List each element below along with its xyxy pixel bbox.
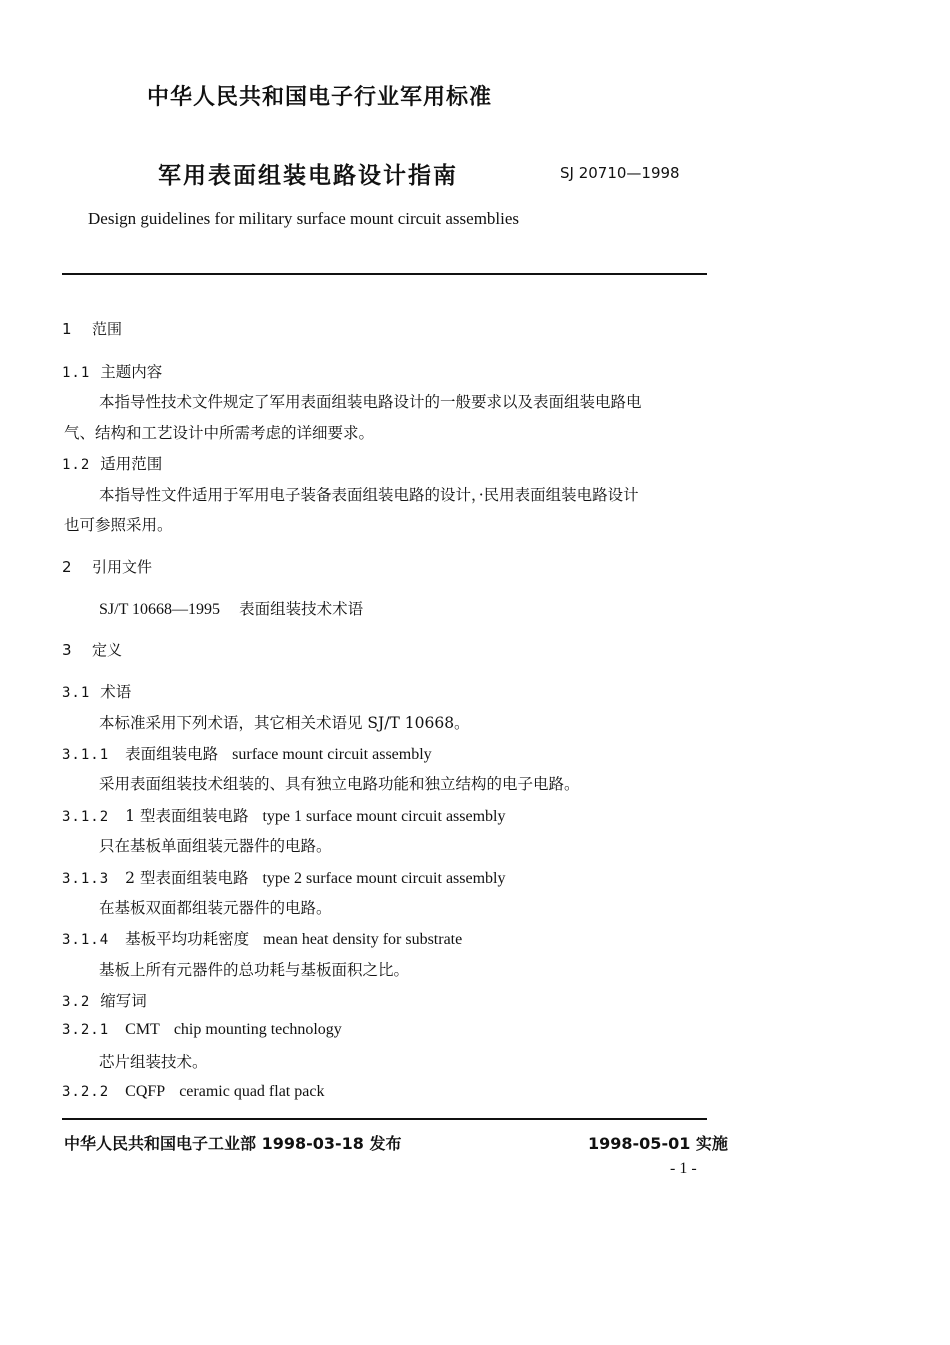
section-title: 定义 <box>92 641 123 659</box>
section-number: 1.2 <box>62 457 91 473</box>
section-3-1-heading <box>62 680 131 702</box>
abbreviation-3-2-1 <box>62 1020 342 1039</box>
reference-title: 表面组装技术术语 <box>239 600 364 618</box>
abbreviation-expansion: chip mounting technology <box>173 1021 342 1038</box>
section-number: 3.1.1 <box>62 747 110 763</box>
section-1-1-heading <box>62 360 162 382</box>
reference-code: SJ/T 10668—1995 <box>99 601 221 618</box>
section-title: 范围 <box>92 320 123 338</box>
term-name: 1 型表面组装电路 <box>125 807 249 825</box>
standard-category: 中华人民共和国电子行业军用标准 <box>147 85 493 110</box>
section-3-heading <box>62 639 122 660</box>
section-1-heading <box>62 318 122 339</box>
section-title: 适用范围 <box>100 455 163 473</box>
header-rule <box>62 273 707 275</box>
paragraph-line: 气、结构和工艺设计中所需考虑的详细要求。 <box>64 424 375 442</box>
abbreviation: CQFP <box>125 1083 166 1100</box>
section-3-2-heading <box>62 989 147 1011</box>
standard-number: SJ 20710—1998 <box>560 164 680 182</box>
page-number: - 1 - <box>670 1160 697 1177</box>
section-title: 主题内容 <box>100 363 163 381</box>
section-number: 3.1 <box>62 685 91 701</box>
abbreviation-expansion: ceramic quad flat pack <box>179 1083 325 1100</box>
section-number: 3.2 <box>62 994 91 1010</box>
section-number: 1.1 <box>62 365 91 381</box>
section-title: 缩写词 <box>100 992 147 1010</box>
section-number: 3.2.2 <box>62 1084 110 1100</box>
term-english: surface mount circuit assembly <box>232 746 432 763</box>
term-definition: 采用表面组装技术组装的、具有独立电路功能和独立结构的电子电路。 <box>99 775 580 793</box>
issued-notice: 中华人民共和国电子工业部 1998-03-18 发布 <box>64 1134 402 1153</box>
term-name: 基板平均功耗密度 <box>125 930 250 948</box>
abbreviation-3-2-2 <box>62 1082 324 1101</box>
term-3-1-4 <box>62 927 462 949</box>
term-english: type 1 surface mount circuit assembly <box>262 808 506 825</box>
term-name: 表面组装电路 <box>125 745 219 763</box>
section-number: 3.1.4 <box>62 932 110 948</box>
section-number: 3.2.1 <box>62 1022 110 1038</box>
term-definition: 只在基板单面组装元器件的电路。 <box>99 837 332 855</box>
section-2-heading <box>62 556 152 577</box>
section-number: 2 <box>62 558 72 576</box>
term-name: 2 型表面组装电路 <box>125 869 249 887</box>
english-title: Design guidelines for military surface mount circuit assemblies <box>88 209 520 228</box>
section-number: 1 <box>62 320 72 338</box>
paragraph-line: 本标准采用下列术语，其它相关术语见 SJ/T 10668。 <box>99 714 470 732</box>
document-title: 军用表面组装电路设计指南 <box>158 163 458 189</box>
section-number: 3 <box>62 641 72 659</box>
term-3-1-1 <box>62 742 432 764</box>
abbreviation: CMT <box>125 1021 160 1038</box>
term-english: type 2 surface mount circuit assembly <box>262 870 506 887</box>
term-3-1-3 <box>62 866 506 888</box>
effective-notice: 1998-05-01 实施 <box>588 1134 728 1153</box>
section-title: 引用文件 <box>92 558 153 576</box>
term-definition: 在基板双面都组装元器件的电路。 <box>99 899 332 917</box>
paragraph-line: 也可参照采用。 <box>64 516 173 534</box>
paragraph-line: 本指导性文件适用于军用电子装备表面组装电路的设计，·民用表面组装电路设计 <box>99 486 639 504</box>
footer-rule <box>62 1118 707 1120</box>
term-english: mean heat density for substrate <box>263 931 463 948</box>
reference-entry <box>99 597 363 619</box>
term-definition: 基板上所有元器件的总功耗与基板面积之比。 <box>99 961 410 979</box>
abbreviation-definition: 芯片组装技术。 <box>99 1053 208 1071</box>
paragraph-line: 本指导性技术文件规定了军用表面组装电路设计的一般要求以及表面组装电路电 <box>99 393 642 411</box>
section-number: 3.1.3 <box>62 871 110 887</box>
term-3-1-2 <box>62 804 506 826</box>
section-title: 术语 <box>100 683 132 701</box>
section-number: 3.1.2 <box>62 809 110 825</box>
section-1-2-heading <box>62 452 162 474</box>
